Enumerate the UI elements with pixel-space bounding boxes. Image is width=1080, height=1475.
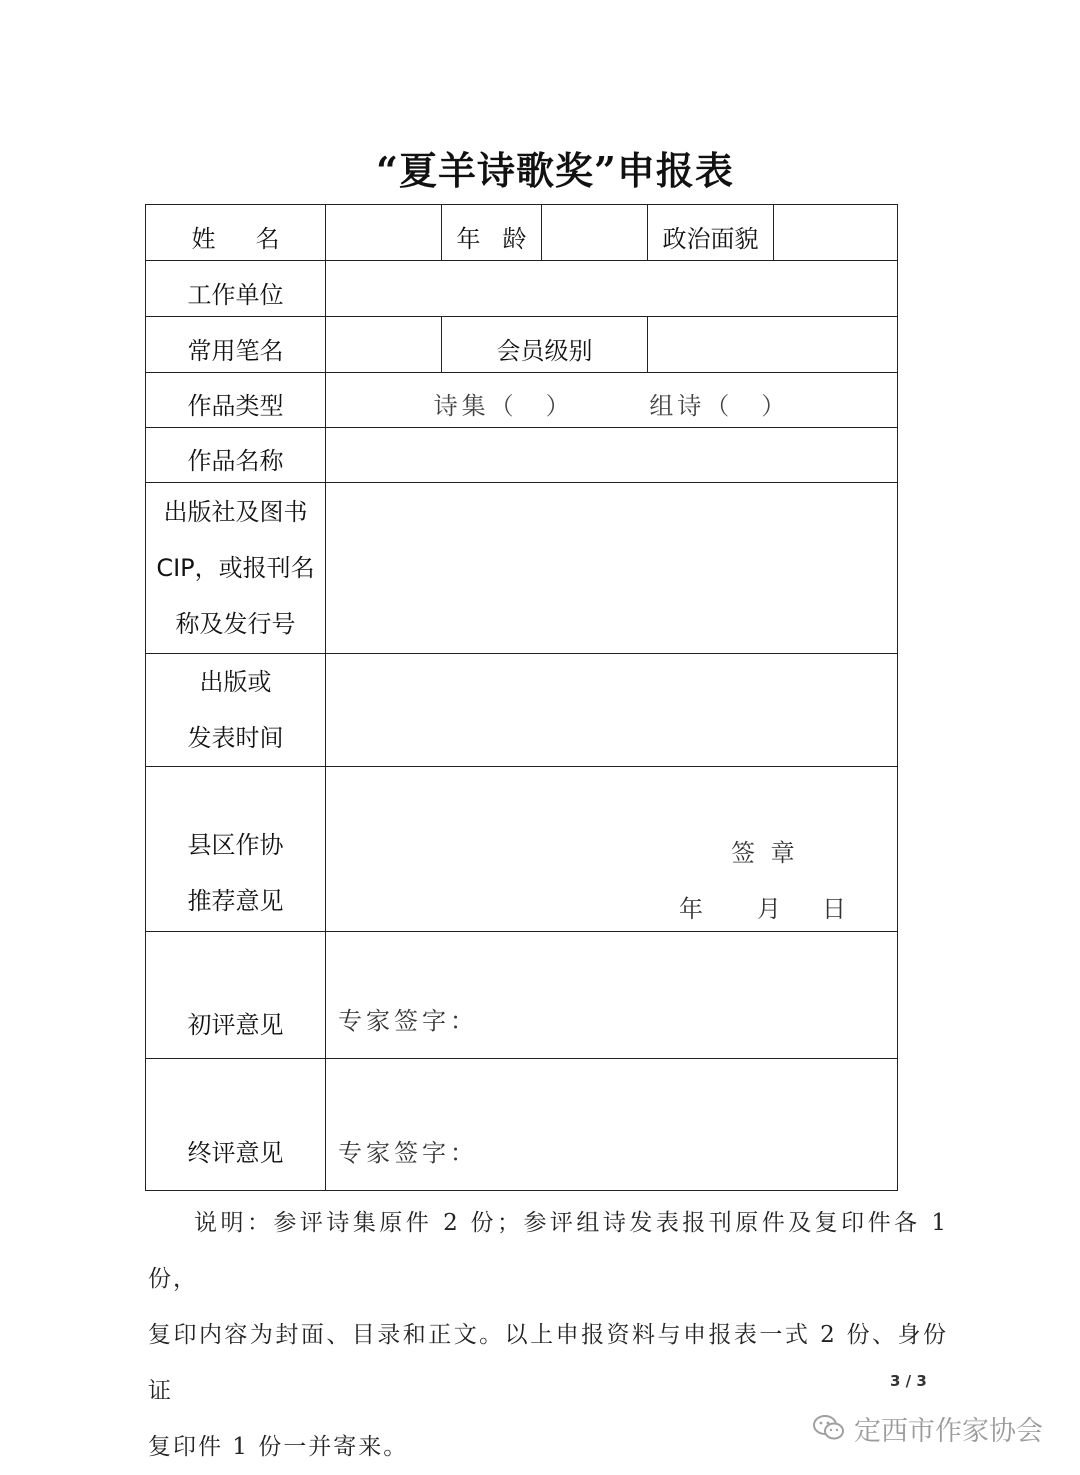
page-number: 3 / 3 [890, 1372, 927, 1390]
publisher-field[interactable] [326, 483, 898, 654]
county-recommendation-label: 县区作协 推荐意见 [146, 767, 326, 932]
name-label: 姓 名 [146, 205, 326, 261]
date-day: 日 [822, 895, 850, 923]
final-expert-signature-label: 专家签字： [338, 1139, 478, 1168]
name-field[interactable] [326, 205, 442, 261]
pen-name-label: 常用笔名 [146, 317, 326, 373]
wechat-icon [812, 1413, 846, 1443]
watermark [812, 1408, 1043, 1448]
work-unit-field[interactable] [326, 261, 898, 317]
publisher-label: 出版社及图书 CIP，或报刊名 称及发行号 [146, 483, 326, 654]
county-recommendation-field[interactable] [326, 767, 898, 932]
note-line-2: 复印内容为封面、目录和正文。以上申报资料与申报表一式 2 份、身份证 [148, 1322, 948, 1404]
initial-review-label: 初评意见 [146, 932, 326, 1059]
age-label: 年 龄 [442, 205, 542, 261]
note-line-1: 说明：参评诗集原件 2 份；参评组诗发表报刊原件及复印件各 1 份， [148, 1210, 948, 1292]
member-level-field[interactable] [648, 317, 898, 373]
final-review-label: 终评意见 [146, 1059, 326, 1191]
watermark-text: 定西市作家协会 [854, 1415, 1043, 1447]
member-level-label: 会员级别 [442, 317, 648, 373]
pen-name-field[interactable] [326, 317, 442, 373]
row-county-recommendation [146, 767, 898, 932]
row-publish-time [146, 654, 898, 767]
initial-review-field[interactable] [326, 932, 898, 1059]
publish-time-field[interactable] [326, 654, 898, 767]
date-year: 年 [679, 895, 707, 923]
row-basic-info [146, 205, 898, 261]
work-type-option-poem-group[interactable]: 组诗（ ） [649, 392, 790, 421]
political-status-field[interactable] [774, 205, 898, 261]
work-unit-label: 工作单位 [146, 261, 326, 317]
row-final-review [146, 1059, 898, 1191]
date-month: 月 [757, 895, 785, 923]
form-title: “夏羊诗歌奖”申报表 [376, 148, 734, 193]
publish-time-label: 出版或 发表时间 [146, 654, 326, 767]
row-work-unit [146, 261, 898, 317]
note-line-3: 复印件 1 份一并寄来。 [148, 1434, 409, 1460]
row-initial-review [146, 932, 898, 1059]
work-type-options [326, 373, 898, 428]
initial-expert-signature-label: 专家签字： [338, 1007, 478, 1036]
row-publisher [146, 483, 898, 654]
row-work-type [146, 373, 898, 428]
application-form-table [145, 204, 898, 1191]
final-review-field[interactable] [326, 1059, 898, 1191]
row-pen-name [146, 317, 898, 373]
political-status-label: 政治面貌 [648, 205, 774, 261]
age-field[interactable] [542, 205, 648, 261]
row-work-title [146, 428, 898, 483]
seal-text: 签 章 [731, 839, 799, 867]
work-title-label: 作品名称 [146, 428, 326, 483]
work-title-field[interactable] [326, 428, 898, 483]
work-type-label: 作品类型 [146, 373, 326, 428]
work-type-option-poetry-collection[interactable]: 诗集（ ） [433, 392, 574, 421]
